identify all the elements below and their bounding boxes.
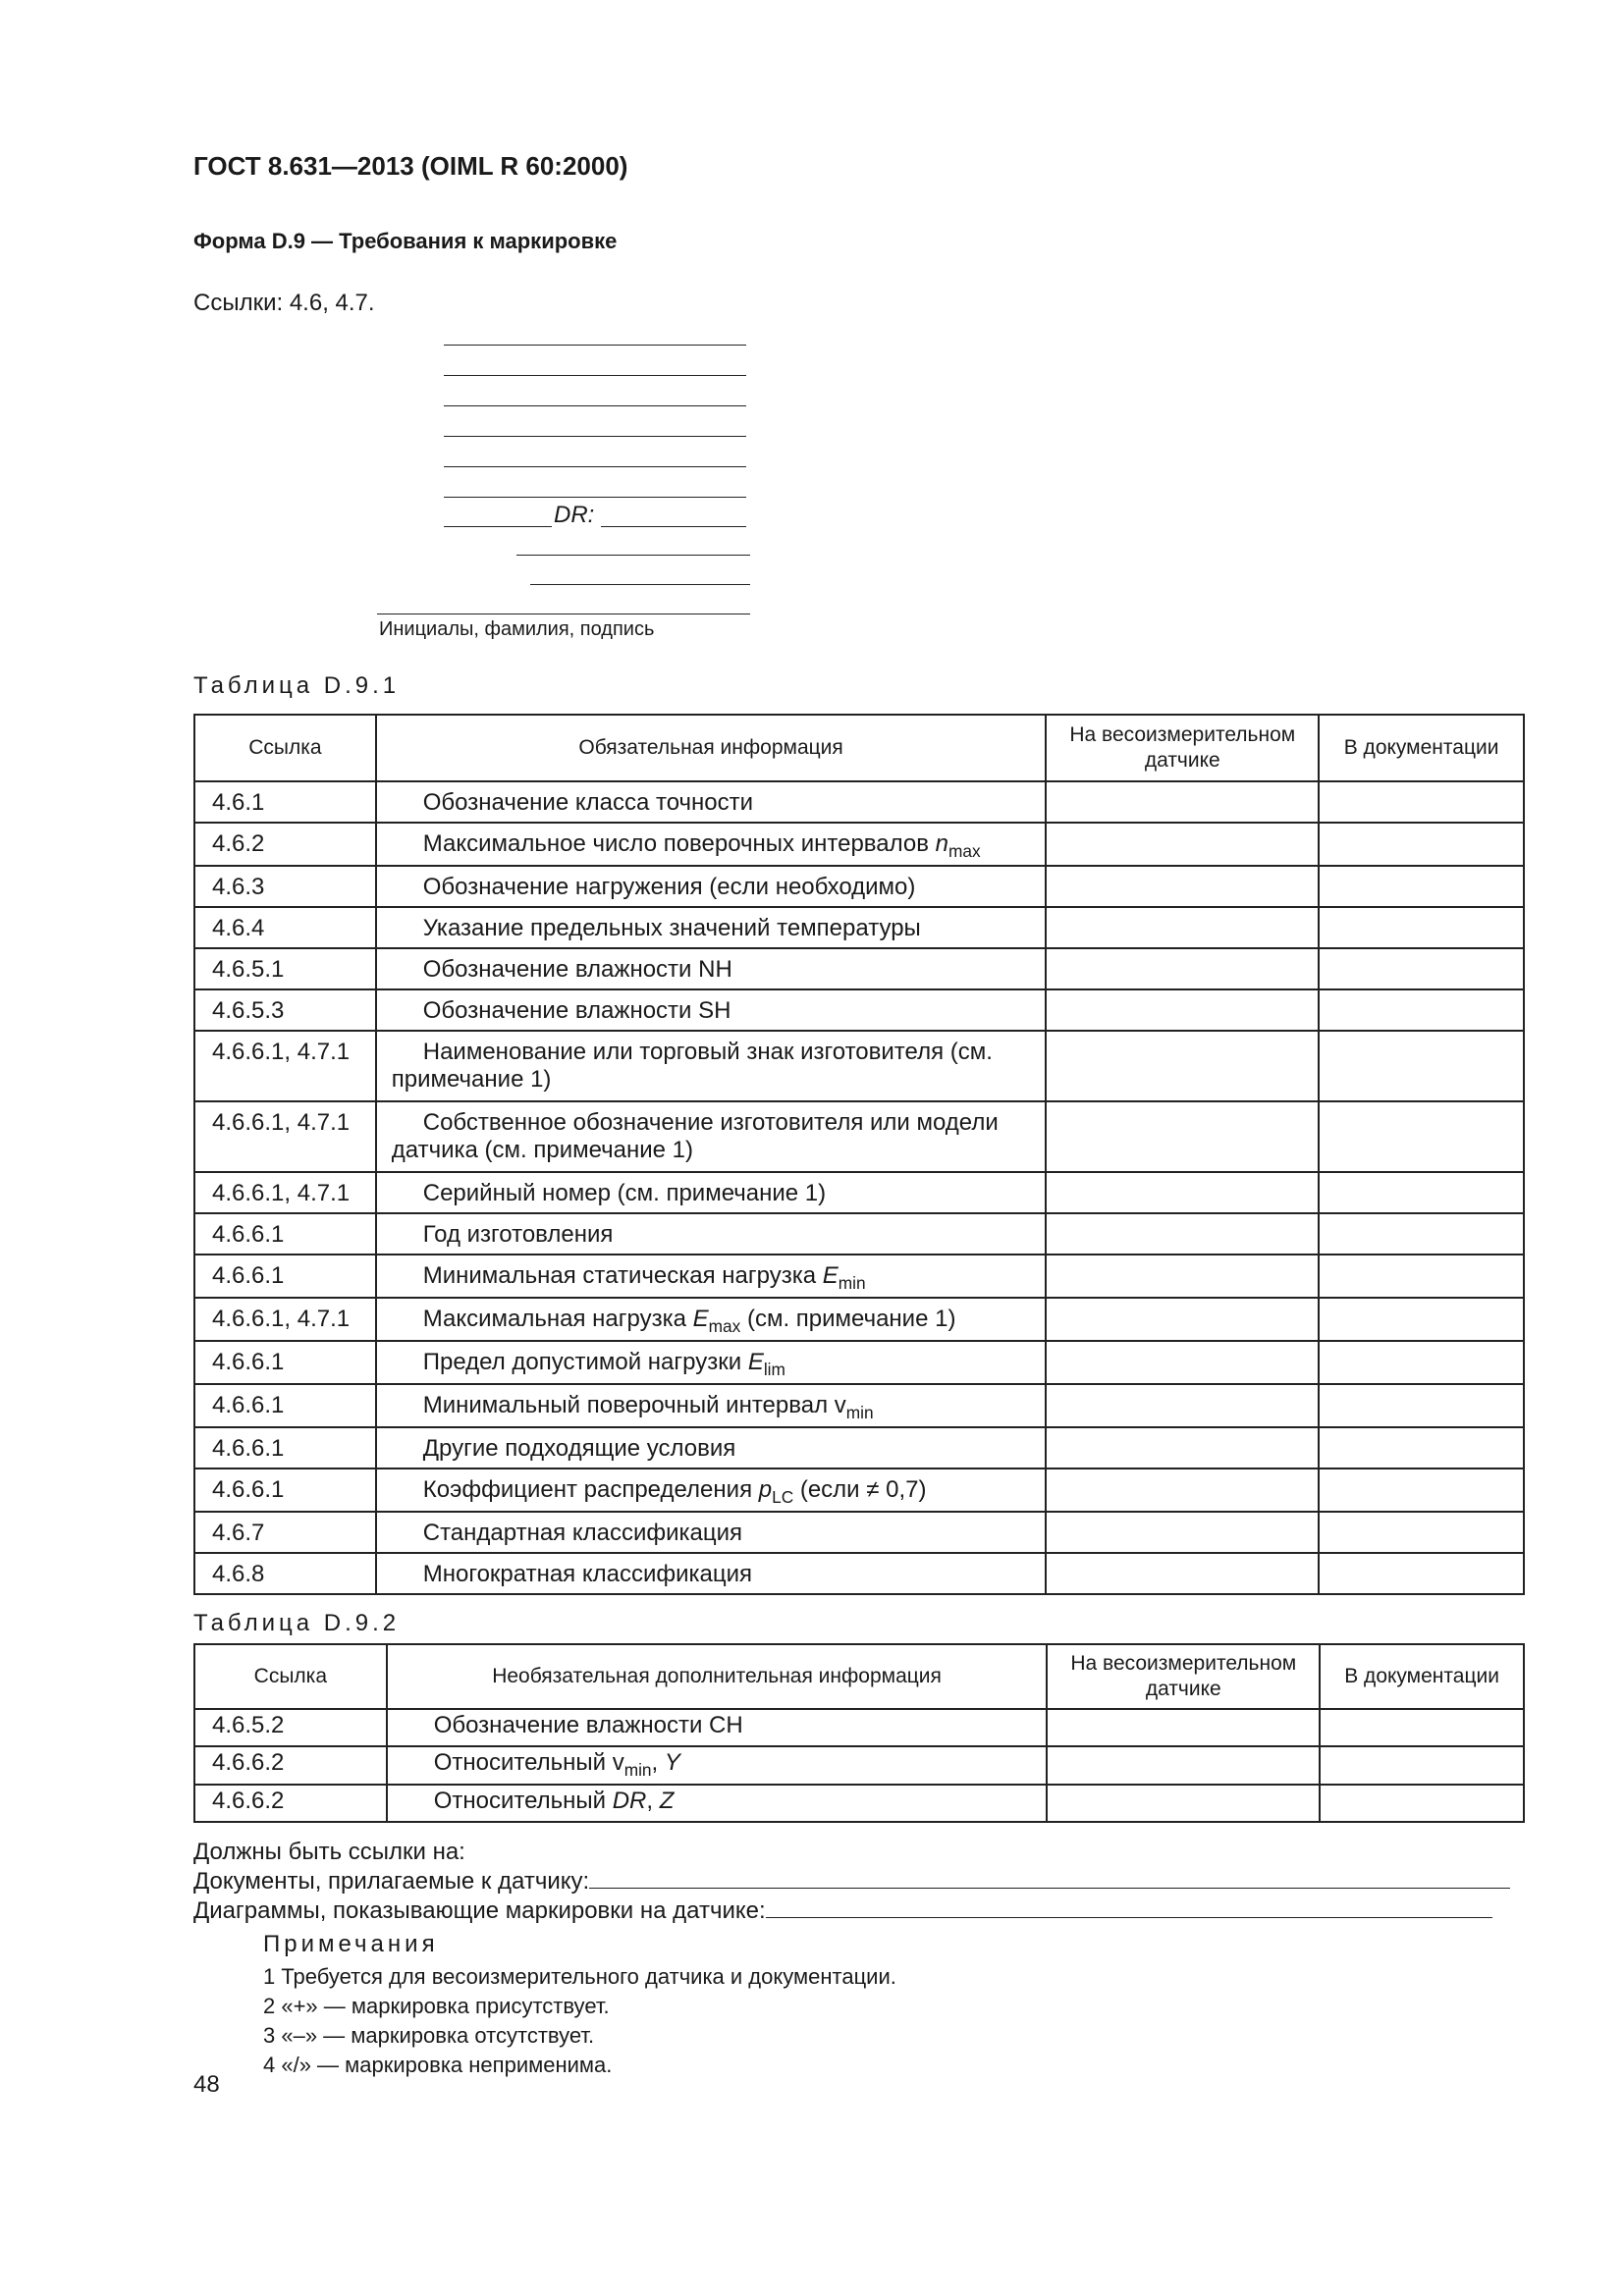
table2-body [194, 1709, 1524, 1822]
docs-mark-cell[interactable] [1319, 1172, 1524, 1213]
table-row [194, 1031, 1524, 1101]
info-cell: Год изготовления [376, 1213, 1047, 1255]
sensor-mark-cell[interactable] [1047, 1709, 1320, 1746]
docs-mark-cell[interactable] [1319, 1213, 1524, 1255]
info-cell: Предел допустимой нагрузки $E_{lim}$ [376, 1341, 1047, 1384]
table-row [194, 1255, 1524, 1298]
table-row [194, 1553, 1524, 1594]
sensor-mark-cell[interactable] [1046, 907, 1319, 948]
table-row [194, 1213, 1524, 1255]
docs-mark-cell[interactable] [1319, 781, 1524, 823]
plc-input-line[interactable] [444, 526, 552, 527]
table-header: В документации [1320, 1644, 1524, 1709]
ref-cell: 4.6.6.1 [194, 1427, 376, 1468]
sensor-mark-cell[interactable] [1046, 1512, 1319, 1553]
form-title: Форма D.9 — Требования к маркировке [193, 229, 618, 253]
info-cell: Коэффициент распределения $p_{LC}$ (если ≠ 0,7) [376, 1468, 1047, 1512]
docs-mark-cell[interactable] [1319, 1384, 1524, 1427]
ref-cell: 4.6.6.2 [194, 1746, 387, 1785]
table-row [194, 1468, 1524, 1512]
ref-cell: 4.6.5.2 [194, 1709, 387, 1746]
sensor-mark-cell[interactable] [1046, 1101, 1319, 1172]
docs-mark-cell[interactable] [1320, 1785, 1524, 1822]
ref-cell: 4.6.6.1, 4.7.1 [194, 1172, 376, 1213]
ref-cell: 4.6.4 [194, 907, 376, 948]
sensor-mark-cell[interactable] [1046, 989, 1319, 1031]
table-row [194, 1101, 1524, 1172]
table-row [194, 948, 1524, 989]
ref-cell: 4.6.6.1 [194, 1384, 376, 1427]
info-cell: Максимальная нагрузка $E_{max}$ (см. примечание 1) [376, 1298, 1047, 1341]
info-cell: Другие подходящие условия [376, 1427, 1047, 1468]
table-row [194, 1746, 1524, 1785]
nmax-input-line[interactable] [444, 466, 746, 467]
notes-heading: Примечания [263, 1931, 439, 1957]
table-row [194, 866, 1524, 907]
docs-mark-cell[interactable] [1319, 1468, 1524, 1512]
ref-cell: 4.6.6.2 [194, 1785, 387, 1822]
table-d91 [193, 714, 1525, 1595]
table-row [194, 989, 1524, 1031]
emax-input-line[interactable] [444, 436, 746, 437]
table-header: В документации [1319, 715, 1524, 781]
info-cell: Указание предельных значений температуры [376, 907, 1047, 948]
ref-cell: 4.6.6.1 [194, 1341, 376, 1384]
info-cell: Относительный DR, Z [387, 1785, 1048, 1822]
table-row [194, 1427, 1524, 1468]
table-row [194, 1298, 1524, 1341]
docs-mark-cell[interactable] [1320, 1746, 1524, 1785]
info-cell: Обозначение влажности SH [376, 989, 1047, 1031]
sensor-mark-cell[interactable] [1046, 948, 1319, 989]
docs-mark-cell[interactable] [1319, 1553, 1524, 1594]
dr-label: DR: [554, 502, 595, 528]
table-header: Ссылка [194, 715, 376, 781]
table-header: Ссылка [194, 1644, 387, 1709]
note-item: 1 Требуется для весоизмерительного датчика и документации. [263, 1964, 896, 1989]
sensor-mark-cell[interactable] [1046, 866, 1319, 907]
diagrams-line [193, 1897, 1525, 1925]
info-cell: Серийный номер (см. примечание 1) [376, 1172, 1047, 1213]
sensor-mark-cell[interactable] [1046, 1427, 1319, 1468]
ref-cell: 4.6.1 [194, 781, 376, 823]
info-cell: Собственное обозначение изготовителя или модели датчика (см. примечание 1) [376, 1101, 1047, 1172]
ref-cell: 4.6.3 [194, 866, 376, 907]
note-item: 3 «–» — маркировка отсутствует. [263, 2023, 595, 2048]
table1-caption: Таблица D.9.1 [193, 672, 401, 699]
table-row [194, 1384, 1524, 1427]
table-header: На весоизмерительном датчике [1047, 1644, 1320, 1709]
document-header: ГОСТ 8.631—2013 (OIML R 60:2000) [193, 151, 628, 181]
sensor-mark-cell[interactable] [1046, 1172, 1319, 1213]
sensor-mark-cell[interactable] [1046, 1031, 1319, 1101]
table-row [194, 781, 1524, 823]
info-cell: Обозначение влажности NH [376, 948, 1047, 989]
sensor-mark-cell[interactable] [1046, 1298, 1319, 1341]
docs-mark-cell[interactable] [1319, 1427, 1524, 1468]
info-cell: Обозначение влажности CH [387, 1709, 1048, 1746]
sensor-mark-cell[interactable] [1046, 1213, 1319, 1255]
sensor-mark-cell[interactable] [1046, 781, 1319, 823]
indicator-input-line[interactable] [530, 584, 750, 585]
table-row [194, 907, 1524, 948]
docs-label: Документы, прилагаемые к датчику: [193, 1868, 590, 1895]
docs-mark-cell[interactable] [1319, 1298, 1524, 1341]
table-row [194, 823, 1524, 866]
sensor-mark-cell[interactable] [1046, 1341, 1319, 1384]
ref-cell: 4.6.6.1 [194, 1468, 376, 1512]
docs-mark-cell[interactable] [1319, 866, 1524, 907]
refs-required: Должны быть ссылки на: [193, 1839, 465, 1865]
sensor-mark-cell[interactable] [1047, 1746, 1320, 1785]
table-row [194, 1172, 1524, 1213]
docs-mark-cell[interactable] [1319, 1101, 1524, 1172]
serial-input-line[interactable] [444, 405, 746, 406]
note-item: 2 «+» — маркировка присутствует. [263, 1994, 610, 2018]
ref-cell: 4.6.6.1, 4.7.1 [194, 1031, 376, 1101]
docs-mark-cell[interactable] [1319, 1341, 1524, 1384]
note-item: 4 «/» — маркировка неприменима. [263, 2053, 613, 2077]
signature-caption: Инициалы, фамилия, подпись [379, 618, 655, 640]
info-cell: Максимальное число поверочных интервалов $n_{max}$ [376, 823, 1047, 866]
table-header: Необязательная дополнительная информация [387, 1644, 1048, 1709]
table-header: Обязательная информация [376, 715, 1047, 781]
table-row [194, 1785, 1524, 1822]
ref-cell: 4.6.6.1, 4.7.1 [194, 1298, 376, 1341]
docs-mark-cell[interactable] [1319, 989, 1524, 1031]
info-cell: Обозначение нагружения (если необходимо) [376, 866, 1047, 907]
ref-cell: 4.6.6.1 [194, 1213, 376, 1255]
info-cell: Минимальная статическая нагрузка $E_{min}$ [376, 1255, 1047, 1298]
diagrams-label: Диаграммы, показывающие маркировки на датчике: [193, 1897, 766, 1924]
info-cell: Минимальный поверочный интервал $v_{min}$ [376, 1384, 1047, 1427]
vmin-input-line[interactable] [444, 497, 746, 498]
force-system-input-line[interactable] [516, 555, 750, 556]
sensor-mark-cell[interactable] [1046, 1468, 1319, 1512]
docs-mark-cell[interactable] [1319, 1031, 1524, 1101]
docs-mark-cell[interactable] [1319, 948, 1524, 989]
dr-input-line[interactable] [601, 526, 746, 527]
ref-cell: 4.6.5.1 [194, 948, 376, 989]
sensor-mark-cell[interactable] [1046, 1384, 1319, 1427]
info-cell: Обозначение класса точности [376, 781, 1047, 823]
table-header: На весоизмерительном датчике [1046, 715, 1319, 781]
ref-cell: 4.6.5.3 [194, 989, 376, 1031]
sensor-mark-cell[interactable] [1046, 1553, 1319, 1594]
sensor-mark-cell[interactable] [1046, 1255, 1319, 1298]
ref-cell: 4.6.6.1 [194, 1255, 376, 1298]
sensor-mark-cell[interactable] [1047, 1785, 1320, 1822]
ref-cell: 4.6.6.1, 4.7.1 [194, 1101, 376, 1172]
table-row [194, 1512, 1524, 1553]
docs-mark-cell[interactable] [1319, 907, 1524, 948]
references-line: Ссылки: 4.6, 4.7. [193, 290, 375, 316]
application-input-line[interactable] [444, 345, 746, 346]
table-row [194, 1341, 1524, 1384]
info-cell: Многократная классификация [376, 1553, 1047, 1594]
table1-body [194, 781, 1524, 1594]
table2-caption: Таблица D.9.2 [193, 1610, 401, 1636]
docs-mark-cell[interactable] [1319, 1512, 1524, 1553]
model-input-line[interactable] [444, 375, 746, 376]
docs-line [193, 1868, 1525, 1896]
page-number: 48 [193, 2071, 220, 2098]
sensor-mark-cell[interactable] [1046, 823, 1319, 866]
docs-mark-cell[interactable] [1319, 823, 1524, 866]
info-cell: Стандартная классификация [376, 1512, 1047, 1553]
docs-input-line[interactable] [589, 1870, 1510, 1889]
ref-cell: 4.6.2 [194, 823, 376, 866]
docs-mark-cell[interactable] [1320, 1709, 1524, 1746]
docs-mark-cell[interactable] [1319, 1255, 1524, 1298]
ref-cell: 4.6.8 [194, 1553, 376, 1594]
table-row [194, 1709, 1524, 1746]
info-cell: Относительный $v_{min}$, Y [387, 1746, 1048, 1785]
diagrams-input-line[interactable] [766, 1899, 1492, 1918]
info-cell: Наименование или торговый знак изготовителя (см. примечание 1) [376, 1031, 1047, 1101]
ref-cell: 4.6.7 [194, 1512, 376, 1553]
table-d92 [193, 1643, 1525, 1823]
